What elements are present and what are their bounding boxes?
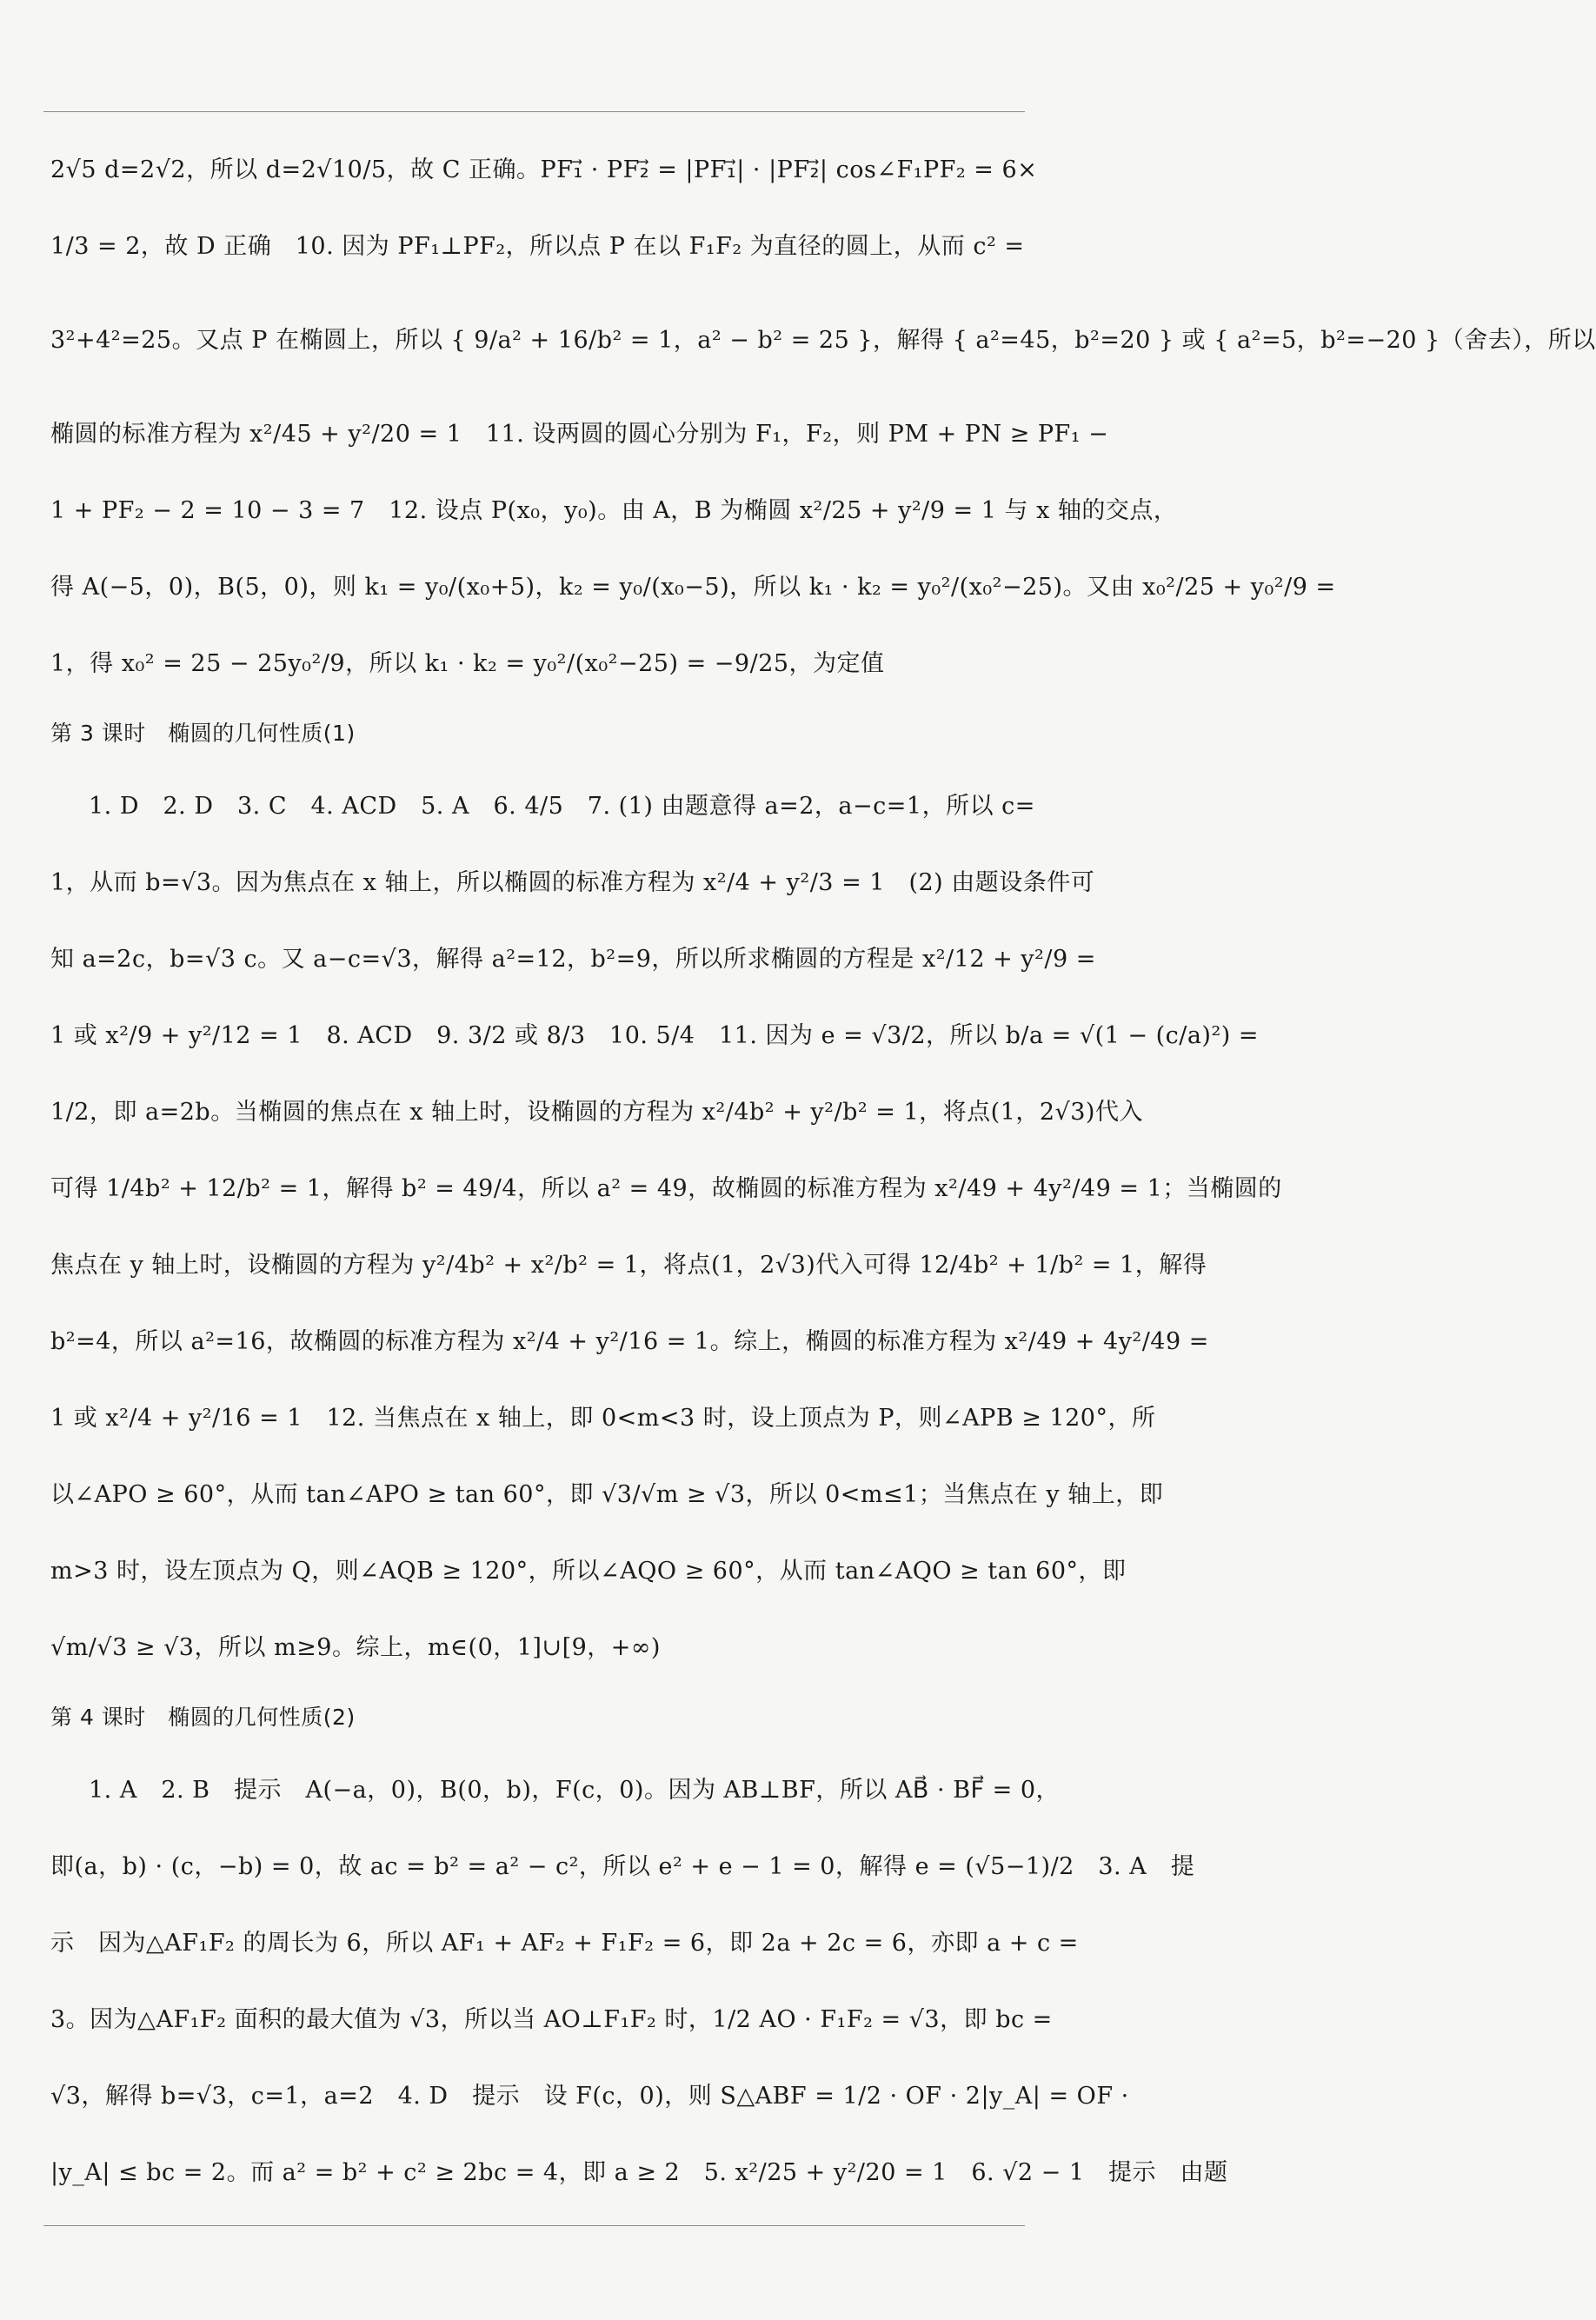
text-line: m>3 时，设左顶点为 Q，则∠AQB ≥ 120°，所以∠AQO ≥ 60°，从而 tan∠AQO ≥ tan 60°，即 [50,1557,1127,1585]
footer-rule [43,2225,1025,2226]
text-line: 1/2，即 a=2b。当椭圆的焦点在 x 轴上时，设椭圆的方程为 x²/4b² + y²/b² = 1，将点(1，2√3)代入 [50,1098,1143,1126]
text-line: 知 a=2c，b=√3 c。又 a−c=√3，解得 a²=12，b²=9，所以所求椭圆的方程是 x²/12 + y²/9 = [50,945,1096,973]
page-body [50,129,1596,2208]
section-heading: 第 4 课时 椭圆的几何性质(2) [50,1705,356,1730]
text-line: 3²+4²=25。又点 P 在椭圆上，所以 { 9/a² + 16/b² = 1，a² − b² = 25 }，解得 { a²=45，b²=20 } 或 { a²=5，b²=−20 }（舍去），所以 [50,326,1596,354]
text-line: 得 A(−5，0)，B(5，0)，则 k₁ = y₀/(x₀+5)，k₂ = y₀/(x₀−5)，所以 k₁ · k₂ = y₀²/(x₀²−25)。又由 x₀²/25 + y₀²/9 = [50,573,1336,601]
text-line: 1，从而 b=√3。因为焦点在 x 轴上，所以椭圆的标准方程为 x²/4 + y²/3 = 1 (2) 由题设条件可 [50,868,1095,896]
text-line: 椭圆的标准方程为 x²/45 + y²/20 = 1 11. 设两圆的圆心分别为 F₁，F₂，则 PM + PN ≥ PF₁ − [50,420,1109,448]
text-line: 2√5 d=2√2，所以 d=2√10/5，故 C 正确。PF₁⃗ · PF₂⃗ = |PF₁⃗| · |PF₂⃗| cos∠F₁PF₂ = 6× [50,156,1038,183]
text-line: 即(a，b) · (c，−b) = 0，故 ac = b² = a² − c²，所以 e² + e − 1 = 0，解得 e = (√5−1)/2 3. A 提 [50,1852,1195,1880]
text-line: 示 因为△AF₁F₂ 的周长为 6，所以 AF₁ + AF₂ + F₁F₂ = 6，即 2a + 2c = 6，亦即 a + c = [50,1929,1079,1957]
text-line: 以∠APO ≥ 60°，从而 tan∠APO ≥ tan 60°，即 √3/√m ≥ √3，所以 0<m≤1；当焦点在 y 轴上，即 [50,1480,1164,1508]
text-line: |y_A| ≤ bc = 2。而 a² = b² + c² ≥ 2bc = 4，即 a ≥ 2 5. x²/25 + y²/20 = 1 6. √2 − 1 提示 由题 [50,2158,1228,2186]
text-line: √3，解得 b=√3，c=1，a=2 4. D 提示 设 F(c，0)，则 S△ABF = 1/2 · OF · 2|y_A| = OF · [50,2082,1129,2110]
text-line: 1. D 2. D 3. C 4. ACD 5. A 6. 4/5 7. (1) 由题意得 a=2，a−c=1，所以 c= [89,792,1035,820]
text-line: 可得 1/4b² + 12/b² = 1，解得 b² = 49/4，所以 a² = 49，故椭圆的标准方程为 x²/49 + 4y²/49 = 1；当椭圆的 [50,1174,1282,1202]
text-line: 1 或 x²/4 + y²/16 = 1 12. 当焦点在 x 轴上，即 0<m<3 时，设上顶点为 P，则∠APB ≥ 120°，所 [50,1404,1156,1432]
text-line: 3。因为△AF₁F₂ 面积的最大值为 √3，所以当 AO⊥F₁F₂ 时，1/2 AO · F₁F₂ = √3，即 bc = [50,2005,1053,2033]
text-line: √m/√3 ≥ √3，所以 m≥9。综上，m∈(0，1]∪[9，+∞) [50,1633,661,1661]
text-line: 焦点在 y 轴上时，设椭圆的方程为 y²/4b² + x²/b² = 1，将点(1，2√3)代入可得 12/4b² + 1/b² = 1，解得 [50,1251,1207,1279]
text-line: 1. A 2. B 提示 A(−a，0)，B(0，b)，F(c，0)。因为 AB⊥BF，所以 AB⃗ · BF⃗ = 0， [89,1776,1061,1804]
text-line: b²=4，所以 a²=16，故椭圆的标准方程为 x²/4 + y²/16 = 1。综上，椭圆的标准方程为 x²/49 + 4y²/49 = [50,1327,1209,1355]
text-line: 1，得 x₀² = 25 − 25y₀²/9，所以 k₁ · k₂ = y₀²/(x₀²−25) = −9/25，为定值 [50,649,885,677]
header-rule [43,111,1025,112]
text-line: 1 或 x²/9 + y²/12 = 1 8. ACD 9. 3/2 或 8/3 10. 5/4 11. 因为 e = √3/2，所以 b/a = √(1 − (c/a)²) = [50,1021,1260,1049]
section-heading: 第 3 课时 椭圆的几何性质(1) [50,721,356,746]
text-line: 1/3 = 2，故 D 正确 10. 因为 PF₁⊥PF₂，所以点 P 在以 F₁F₂ 为直径的圆上，从而 c² = [50,232,1025,260]
text-line: 1 + PF₂ − 2 = 10 − 3 = 7 12. 设点 P(x₀，y₀)。由 A，B 为椭圆 x²/25 + y²/9 = 1 与 x 轴的交点， [50,496,1178,524]
